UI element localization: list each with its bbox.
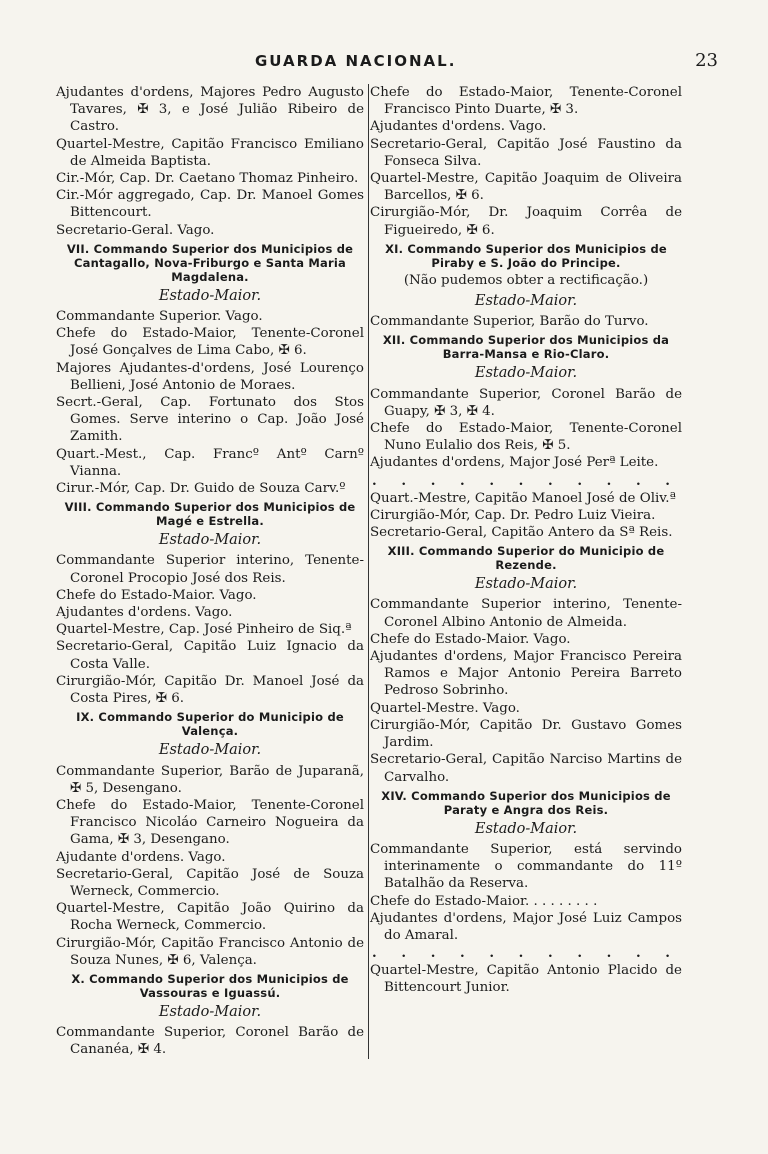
entry: Cir.-Mór, Cap. Dr. Caetano Thomaz Pinheiro. xyxy=(56,171,359,187)
entry: Ajudantes d'ordens, Major José Perª Leite. xyxy=(370,455,659,471)
subheading: Estado-Maior. xyxy=(474,820,578,837)
entry: Ajudantes d'ordens. Vago. xyxy=(56,605,233,621)
entry: Chefe do Estado-Maior. . . . . . . . . xyxy=(370,893,598,909)
right-column xyxy=(370,84,682,997)
entry: Quartel-Mestre, Cap. José Pinheiro de Siq.ª xyxy=(56,622,352,638)
entry: Commandante Superior, Coronel Barão de Cananéa, ✠ 4. xyxy=(56,1025,364,1058)
entry: Commandante Superior, Coronel Barão de Guapy, ✠ 3, ✠ 4. xyxy=(370,386,682,419)
subheading: Estado-Maior. xyxy=(158,287,262,304)
entry: Chefe do Estado-Maior. Vago. xyxy=(370,631,571,647)
section-heading-xiv: XIV. Commando Superior dos Municipios de Paraty e Angra dos Reis. xyxy=(381,788,671,817)
entry: Chefe do Estado-Maior, Tenente-Coronel José Gonçalves de Lima Cabo, ✠ 6. xyxy=(56,326,364,359)
page-number: 23 xyxy=(695,50,718,71)
entry: Commandante Superior interino, Tenente-Coronel Albino Antonio de Almeida. xyxy=(370,597,682,630)
subheading: Estado-Maior. xyxy=(158,532,262,549)
entry: Secretario-Geral. Vago. xyxy=(56,222,215,238)
entry: Quartel-Mestre, Capitão João Quirino da Rocha Werneck, Commercio. xyxy=(56,901,364,934)
entry: Commandante Superior. Vago. xyxy=(56,309,263,325)
entry: Ajudantes d'ordens, Majores Pedro Augusto Tavares, ✠ 3, e José Julião Ribeiro de Castro. xyxy=(56,85,364,135)
entry: Majores Ajudantes-d'ordens, José Lourenço Bellieni, José Antonio de Moraes. xyxy=(56,360,364,393)
entry: Commandante Superior, Barão do Turvo. xyxy=(370,314,649,330)
entry: Quartel-Mestre, Capitão Francisco Emiliano de Almeida Baptista. xyxy=(56,136,364,169)
section-heading-vii: VII. Commando Superior dos Municipios de Cantagallo, Nova-Friburgo e Santa Maria Magdalena. xyxy=(66,241,354,284)
entry: Cirurgião-Mór, Capitão Dr. Manoel José da Costa Pires, ✠ 6. xyxy=(56,673,364,707)
entry: Chefe do Estado-Maior, Tenente-Coronel Francisco Nicoláo Carneiro Nogueira da Gama, ✠ 3, Desengano. xyxy=(56,797,364,848)
entry: Chefe do Estado-Maior. Vago. xyxy=(56,587,257,603)
editorial-note: (Não pudemos obter a rectificação.) xyxy=(403,272,649,288)
entry: Secretario-Geral, Capitão Narciso Martins de Carvalho. xyxy=(370,752,682,785)
dotted-separator: . . . . . . . . . . . xyxy=(372,472,680,489)
section-heading-xiii: XIII. Commando Superior do Municipio de Rezende. xyxy=(387,544,665,573)
entry: Secrt.-Geral, Cap. Fortunato dos Stos Gomes. Serve interino o Cap. João José Zamith. xyxy=(56,395,364,445)
section-heading-xii: XII. Commando Superior dos Municipios da Barra-Mansa e Rio-Claro. xyxy=(382,333,670,362)
entry: Ajudantes d'ordens, Major Francisco Pereira Ramos e Major Antonio Pereira Barreto Pedroso Sobrinho. xyxy=(370,649,682,699)
section-heading-xi: XI. Commando Superior dos Municipios de Piraby e S. João do Principe. xyxy=(385,241,667,270)
entry: Commandante Superior interino, Tenente-Coronel Procopio José dos Reis. xyxy=(56,553,364,586)
entry: Cirurgião-Mór, Capitão Francisco Antonio de Souza Nunes, ✠ 6, Valença. xyxy=(56,935,364,968)
entry: Secretario-Geral, Capitão Antero da Sª Reis. xyxy=(370,525,673,541)
section-heading-viii: VIII. Commando Superior dos Municipios de Magé e Estrella. xyxy=(64,500,356,529)
dotted-separator: . . . . . . . . . . . xyxy=(372,945,680,962)
entry: Quartel-Mestre, Capitão Joaquim de Oliveira Barcellos, ✠ 6. xyxy=(370,171,682,204)
entry: Ajudante d'ordens. Vago. xyxy=(56,849,226,865)
entry: Commandante Superior, está servindo interinamente o commandante do 11º Batalhão da Reserva. xyxy=(370,841,682,892)
entry: Chefe do Estado-Maior, Tenente-Coronel Nuno Eulalio dos Reis, ✠ 5. xyxy=(370,421,682,454)
subheading: Estado-Maior. xyxy=(474,576,578,593)
entry: Ajudantes d'ordens, Major José Luiz Campos do Amaral. xyxy=(370,910,682,943)
section-heading-ix: IX. Commando Superior do Municipio de Valença. xyxy=(76,710,344,739)
entry: Cirurgião-Mór, Capitão Dr. Gustavo Gomes Jardim. xyxy=(370,717,682,751)
running-title: GUARDA NACIONAL. xyxy=(255,52,457,70)
entry: Quartel-Mestre, Capitão Antonio Placido de Bittencourt Junior. xyxy=(370,963,682,996)
subheading: Estado-Maior. xyxy=(474,293,578,310)
entry: Commandante Superior, Barão de Juparanã, ✠ 5, Desengano. xyxy=(56,763,364,796)
entry: Secretario-Geral, Capitão Luiz Ignacio da Costa Valle. xyxy=(56,639,364,672)
entry: Quart.-Mest., Cap. Francº Antº Carnº Vianna. xyxy=(56,446,364,479)
entry: Quart.-Mestre, Capitão Manoel José de Oliv.ª xyxy=(370,490,676,506)
entry: Quartel-Mestre. Vago. xyxy=(370,700,520,716)
entry: Secretario-Geral, Capitão José Faustino da Fonseca Silva. xyxy=(370,136,682,169)
entry: Cir.-Mór aggregado, Cap. Dr. Manoel Gomes Bittencourt. xyxy=(56,188,364,221)
subheading: Estado-Maior. xyxy=(474,365,578,382)
subheading: Estado-Maior. xyxy=(158,742,262,759)
entry: Cirurgião-Mór, Dr. Joaquim Corrêa de Figueiredo, ✠ 6. xyxy=(370,205,682,238)
entry: Chefe do Estado-Maior, Tenente-Coronel Francisco Pinto Duarte, ✠ 3. xyxy=(370,85,682,118)
left-column xyxy=(56,84,369,1059)
section-heading-x: X. Commando Superior dos Municipios de Vassouras e Iguassú. xyxy=(71,971,349,1000)
subheading: Estado-Maior. xyxy=(158,1003,262,1020)
entry: Secretario-Geral, Capitão José de Souza Werneck, Commercio. xyxy=(56,866,364,899)
page-header xyxy=(60,50,718,80)
entry: Ajudantes d'ordens. Vago. xyxy=(370,119,547,135)
entry: Cirurgião-Mór, Cap. Dr. Pedro Luiz Vieira. xyxy=(370,507,656,523)
entry: Cirur.-Mór, Cap. Dr. Guido de Souza Carv.º xyxy=(56,481,346,497)
